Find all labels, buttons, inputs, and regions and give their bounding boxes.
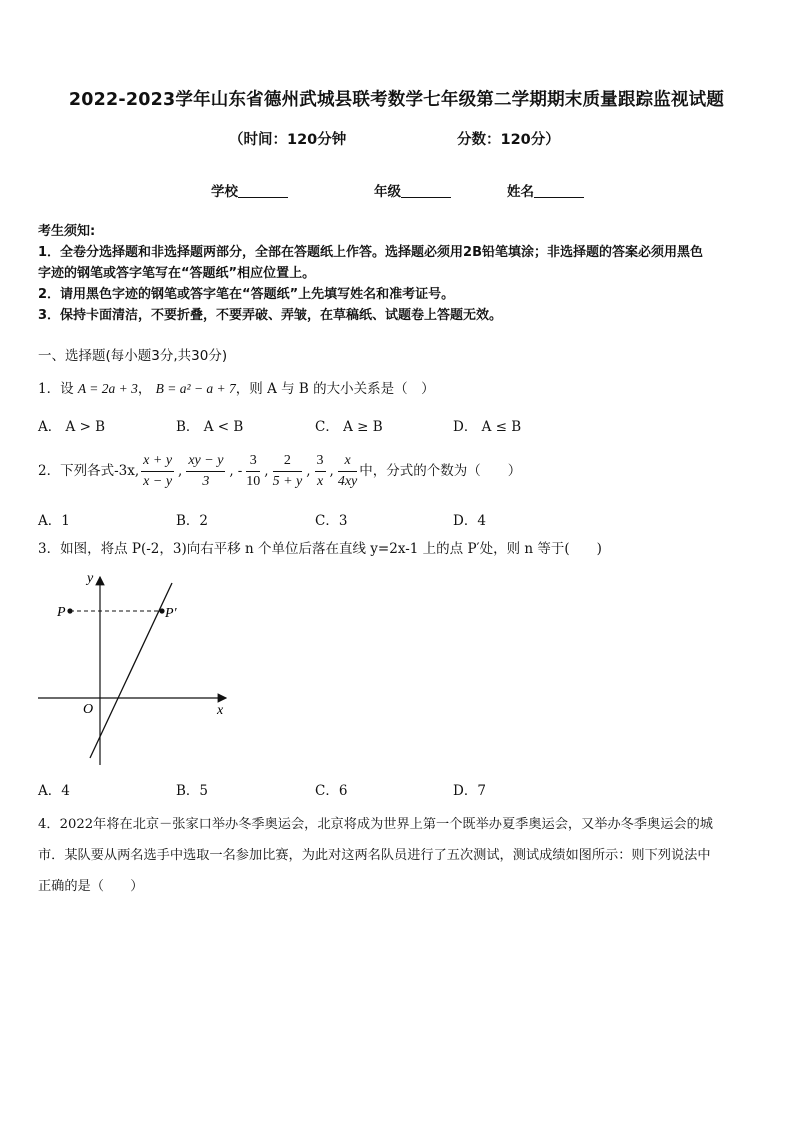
exam-score: 分数：120分） [457,132,560,148]
section-heading: 一、选择题(每小题3分,共30分) [38,348,228,364]
name-label: 姓名 [507,184,534,200]
q1-eq-b: B = a² − a + 7 [155,381,236,396]
q2-frac5-num: 3 [315,453,326,472]
exam-title: 2022-2023学年山东省德州武城县联考数学七年级第二学期期末质量跟踪监视试题 [68,90,725,110]
x-axis-label: x [217,703,224,718]
q2-frac3-sign: - [237,463,243,479]
q2-frac5-den: x [316,473,324,489]
q2-fraction-1 [141,453,174,490]
notice-heading: 考生须知: [38,224,96,239]
q2-frac3-den: 10 [246,473,261,489]
point-p-prime [159,608,164,613]
grade-label: 年级 [374,184,401,200]
q1-eq-a: A = 2a + 3 [77,381,138,396]
q2-option-a[interactable]: A．1 [38,513,70,529]
q2-frac1-den: x − y [143,473,173,489]
name-blank [534,183,584,198]
q3-option-d[interactable]: D．7 [453,783,486,799]
q4-line-1: 4．2022年将在北京－张家口举办冬季奥运会，北京将成为世界上第一个既举办夏季奥运会，又举办冬季奥运会的城 [38,817,713,832]
notice-item-1a: 1．全卷分选择题和非选择题两部分，全部在答题纸上作答。选择题必须用2B铅笔填涂；非选择题的答案必须用黑色 [38,245,704,260]
q2-frac3-num: 3 [246,453,260,472]
q2-option-d[interactable]: D．4 [453,513,486,529]
q2-frac1-num: x + y [141,453,174,472]
q2-frac2-den: 3 [202,473,210,489]
q2-frac6-num: x [338,453,357,472]
q1-option-d[interactable]: D． A ≤ B [453,419,522,435]
q1-option-a[interactable]: A． A > B [38,419,106,435]
point-p-prime-label: P′ [165,606,177,621]
point-p [67,608,72,613]
q2-fraction-4 [273,453,303,490]
origin-label: O [83,702,94,717]
q2-fraction-5 [315,453,326,490]
q1-suffix: ，则 A 与 B 的大小关系是（ ） [235,381,435,397]
q2-suffix: 中，分式的个数为（ ） [359,463,522,479]
q3-option-a[interactable]: A．4 [38,783,70,799]
name-field [507,180,584,200]
q2-frac4-den: 5 + y [272,473,303,489]
q1-mid: ， [137,381,152,397]
q1-prefix: 1．设 [38,381,74,397]
q2-fraction-3 [246,453,260,490]
line-y-2x-1 [90,583,172,758]
exam-time: （时间：120分钟 [229,132,347,148]
q3-coordinate-figure [30,565,240,770]
notice-item-2: 2．请用黑色字迹的钢笔或答字笔在“答题纸”上先填写姓名和准考证号。 [38,287,455,302]
notice-block [38,221,756,326]
grade-blank [401,183,451,198]
q2-option-c[interactable]: C．3 [315,513,348,529]
q3-option-c[interactable]: C．6 [315,783,348,799]
question-4 [38,809,758,902]
notice-item-1b: 字迹的钢笔或答字笔写在“答题纸”相应位置上。 [38,266,316,281]
question-2: 2．下列各式-3x, $\frac{x + y}{x - y}$ , $\frac{xy - y}{3}$ , - $\frac{3}{10}$ , $\frac{2}{5 + y}$ , $\frac{3}{x}$ , $\frac{x}{4xy}$ 中，分式的个数为（ ） [38,452,522,489]
q2-frac4-num: 2 [273,453,303,472]
q2-prefix: 2．下列各式-3x, [38,463,140,479]
question-3: 3．如图，将点 P(-2，3)向右平移 n 个单位后落在直线 y=2x-1 上的点 P′处，则 n 等于( ) [38,541,602,557]
q3-option-b[interactable]: B．5 [176,783,209,799]
school-label: 学校 [211,184,238,200]
school-blank [238,183,288,198]
point-p-label: P [57,605,66,620]
grade-field [374,180,451,200]
school-field [211,180,288,200]
q2-frac2-num: xy − y [186,453,225,472]
q1-option-c[interactable]: C． A ≥ B [315,419,383,435]
q2-frac6-den: 4xy [337,473,358,489]
q2-option-b[interactable]: B．2 [176,513,209,529]
q2-fraction-2 [186,453,225,490]
question-1 [38,379,758,399]
q4-line-2: 市．某队要从两名选手中选取一名参加比赛，为此对这两名队员进行了五次测试，测试成绩如图所示：则下列说法中 [38,848,711,863]
y-axis-label: y [87,571,94,586]
q1-option-b[interactable]: B． A < B [176,419,244,435]
q2-fraction-6 [338,453,357,490]
notice-item-3: 3．保持卡面清洁，不要折叠，不要弄破、弄皱，在草稿纸、试题卷上答题无效。 [38,308,503,323]
q4-line-3: 正确的是（ ） [38,879,144,894]
